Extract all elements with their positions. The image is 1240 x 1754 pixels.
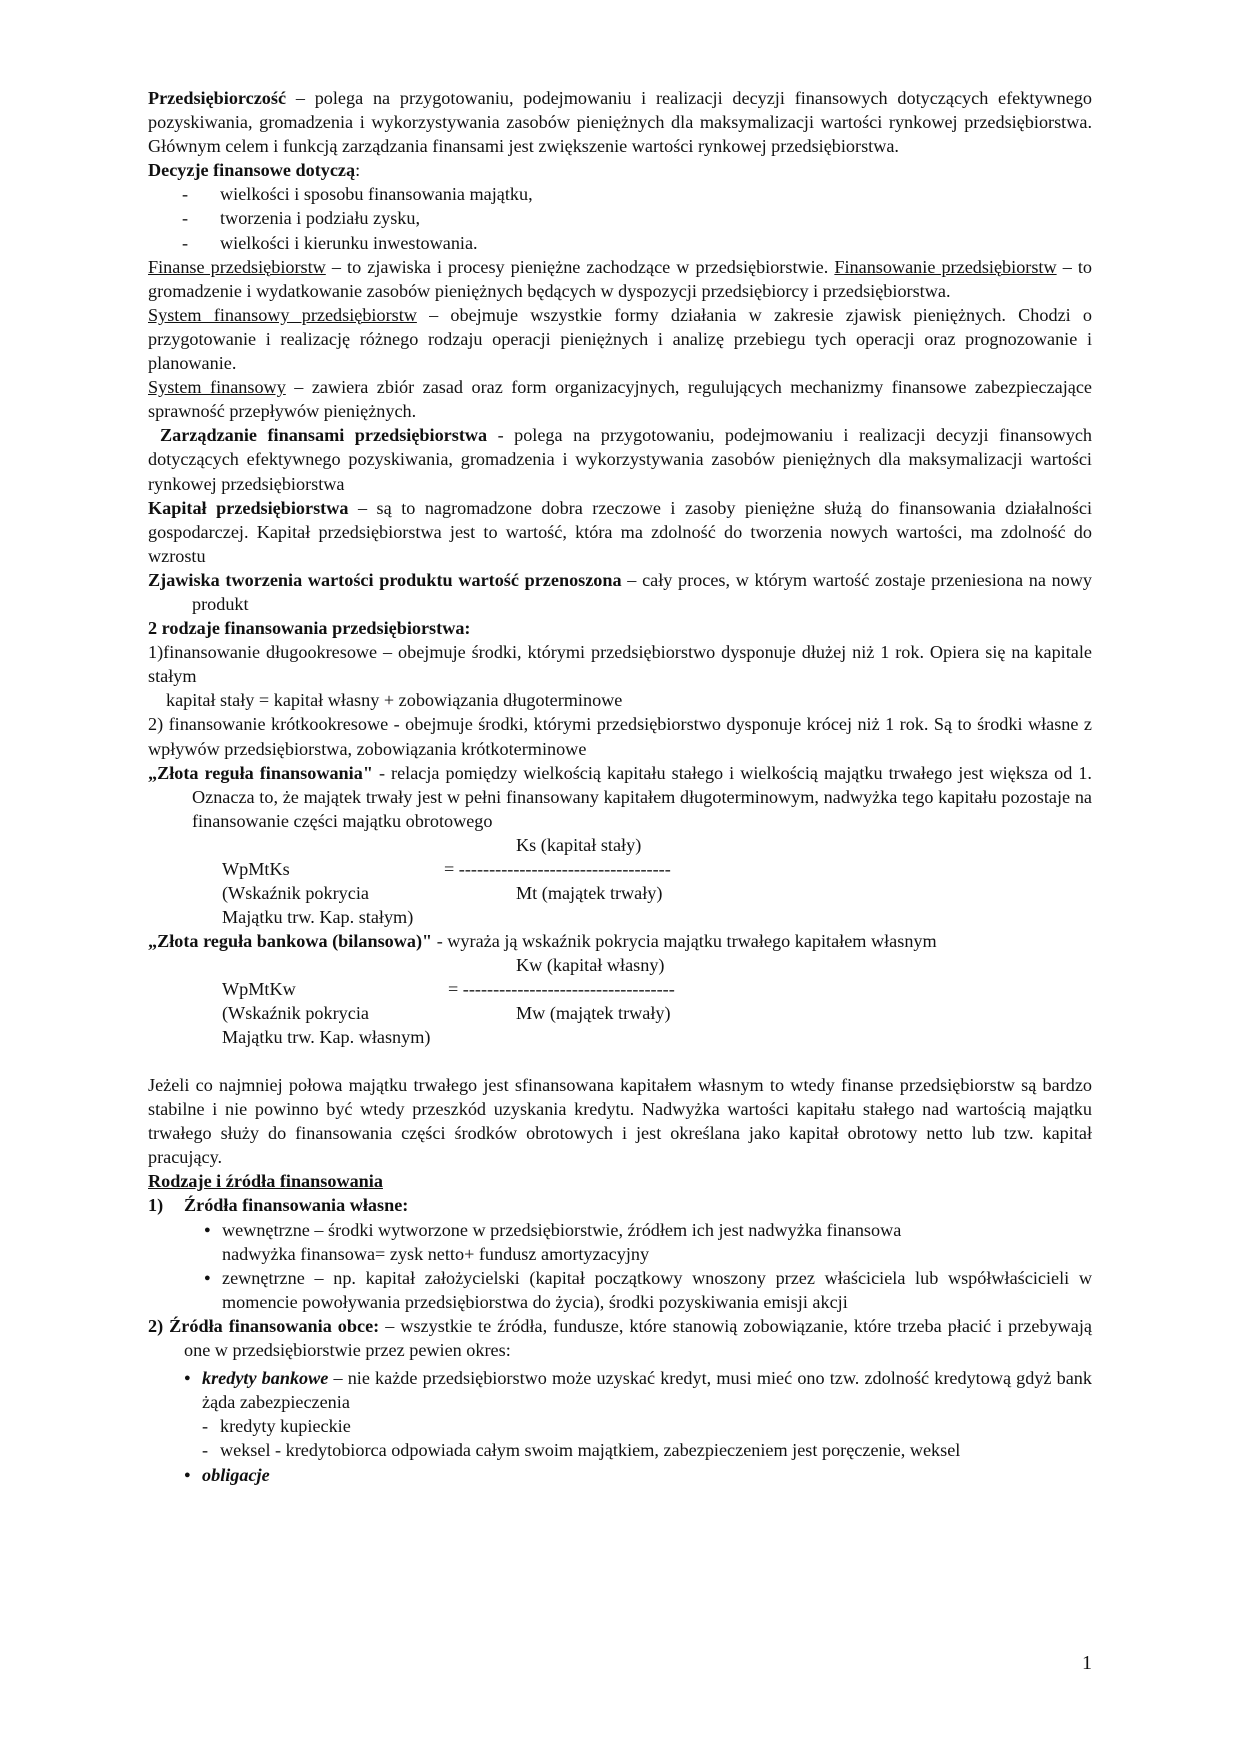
formula-numerator: Ks (kapitał stały) xyxy=(516,834,642,855)
term-zarzadzanie-finansami: Zarządzanie finansami przedsiębiorstwa xyxy=(160,425,488,446)
zrodla-heading: Rodzaje i źródła finansowania xyxy=(148,1171,383,1192)
definition-text: – polega na przygotowaniu, podejmowaniu i realizacji decyzji finansowych dotyczących efektywnego pozyskiwania, gromadzenia i wykorzystywania zasobów pieniężnych dla maksymalizacji wartości rynkowej przedsiębiorstwa. Głównym celem i funkcją zarządzania finansami jest zwiększenie wartości rynkowej przedsiębiorstwa. xyxy=(148,88,1092,157)
formula-denominator: Mw (majątek trwały) xyxy=(516,1003,671,1023)
term-obligacje: obligacje xyxy=(202,1464,270,1485)
list-item-kredyty xyxy=(148,1366,1092,1414)
definition-text: – są to nagromadzone dobra rzeczowe i zasoby pieniężne służą do finansowania działalności gospodarczej. Kapitał przedsiębiorstwa jest to wartość, która ma zdolność do tworzenia nowych wartości, ma zdolność do wzrostu xyxy=(148,497,1093,566)
formula-lhs: WpMtKw xyxy=(222,979,296,999)
definition-text: - relacja pomiędzy wielkością kapitału stałego i wielkością majątku trwałego jest większa od 1. Oznacza to, że majątek trwały jest w pełni finansowany kapitałem długoterminowym, nadwyżka tego kapitału pozostaje na finansowanie części majątku obrotowego xyxy=(192,762,1092,831)
list-item: - kredyty kupieckie xyxy=(148,1414,1092,1438)
definition-text: - polega na przygotowaniu, podejmowaniu i realizacji decyzji finansowych dotyczących efektywnego pozyskiwania, gromadzenia i wykorzystywania zasobów pieniężnych dla maksymalizacji wartości rynkowej przedsiębiorstwa xyxy=(148,425,1092,494)
term-kredyty-bankowe: kredyty bankowe xyxy=(202,1368,329,1389)
definition-text: – wszystkie te źródła, fundusze, które stanowią zobowiązanie, które trzeba płacić i przebywają one w przedsiębiorstwie przez pewien okres: xyxy=(184,1315,1092,1361)
term-system-finansowy-przedsiebiorstw: System finansowy przedsiębiorstw xyxy=(148,304,417,325)
term-finanse-przedsiebiorstw: Finanse przedsiębiorstw xyxy=(148,256,326,277)
paragraph-zarzadzanie xyxy=(148,423,1092,495)
paragraph-kapital xyxy=(148,496,1092,568)
paragraph-przedsiebiorczosc xyxy=(148,86,1092,158)
formula-lhs-description: (Wskaźnik pokrycia xyxy=(222,1003,369,1023)
formula-denominator: Mt (majątek trwały) xyxy=(516,882,663,903)
term-finansowanie-przedsiebiorstw: Finansowanie przedsiębiorstw xyxy=(834,256,1057,277)
formula-lhs-description: Majątku trw. Kap. stałym) xyxy=(222,906,414,927)
definition-text: – zawiera zbiór zasad oraz form organizacyjnych, regulujących mechanizmy finansowe zabezpieczające sprawność przepływów pieniężnych. xyxy=(148,377,1092,422)
paragraph-system-finansowy-przedsiebiorstw xyxy=(148,303,1092,375)
paragraph-stabilnosc: Jeżeli co najmniej połowa majątku trwałego jest sfinansowana kapitałem własnym to wtedy finanse przedsiębiorstw są bardzo stabilne i nie powinno być wtedy przeszkód uzyskania kredytu. Nadwyżka wartości kapitału stałego nad wartością majątku trwałego służy do finansowania części środków obrotowych i jest określana jako kapitał obrotowy netto lub tzw. kapitał pracujący. xyxy=(148,1075,1092,1168)
formula-lhs-description: (Wskaźnik pokrycia xyxy=(222,882,369,903)
finansowanie-krotkookresowe: 2) finansowanie krótkookresowe - obejmuje środki, którymi przedsiębiorstwo dysponuje krócej niż 1 rok. Są to środki własne z wpływów przedsiębiorstwa, zobowiązania krótkoterminowe xyxy=(148,714,1092,759)
formula-fraction-bar: = ----------------------------------- xyxy=(444,858,671,879)
list-item: - weksel - kredytobiorca odpowiada całym swoim majątkiem, zabezpieczeniem jest poręczenie, weksel xyxy=(148,1438,1092,1462)
zrodla-wlasne-heading: Źródła finansowania własne: xyxy=(184,1195,409,1216)
definition-text: – obejmuje wszystkie formy działania w zakresie zjawisk pieniężnych. Chodzi o przygotowanie i realizację różnego rodzaju operacji pieniężnych i analizę przebiegu tych operacji oraz prognozowanie i planowanie. xyxy=(148,304,1092,374)
paragraph-system-finansowy xyxy=(148,375,1092,423)
term-zlota-regula-finansowania: „Złota reguła finansowania" xyxy=(148,762,373,783)
term-przedsiebiorczosc: Przedsiębiorczość xyxy=(148,88,287,108)
list-item: - wielkości i kierunku inwestowania. xyxy=(148,231,1092,255)
zlota-regula-finansowania xyxy=(148,761,1092,833)
definition-text: – nie każde przedsiębiorstwo może uzyskać kredyt, musi mieć ono tzw. zdolność kredytową gdyż bank żąda zabezpieczenia xyxy=(202,1368,1092,1413)
formula-numerator: Kw (kapitał własny) xyxy=(516,955,665,975)
zrodla-wlasne-heading-line xyxy=(148,1193,1092,1217)
list-item-text: wewnętrzne – środki wytworzone w przedsiębiorstwie, źródłem ich jest nadwyżka finansowa xyxy=(222,1219,902,1240)
formula-nadwyzka: nadwyżka finansowa= zysk netto+ fundusz amortyzacyjny xyxy=(222,1243,650,1264)
decyzje-heading: Decyzje finansowe dotyczą xyxy=(148,160,356,181)
term-system-finansowy: System finansowy xyxy=(148,377,286,398)
formula-lhs-description: Majątku trw. Kap. własnym) xyxy=(222,1027,431,1047)
term-kapital-przedsiebiorstwa: Kapitał przedsiębiorstwa xyxy=(148,497,349,518)
decyzje-heading-line xyxy=(148,158,1092,182)
formula-wpmtkw xyxy=(148,953,1092,1049)
definition-text: - wyraża ją wskaźnik pokrycia majątku trwałego kapitałem własnym xyxy=(432,930,937,951)
formula-lhs: WpMtKs xyxy=(222,858,290,879)
list-item-zewnetrzne: ● zewnętrzne – np. kapitał założycielski (kapitał początkowy wnoszony przez właściciela lub współwłaścicieli w momencie powoływania przedsiębiorstwa do życia), środki pozyskiwania emisji akcji xyxy=(148,1266,1092,1314)
definition-text: – to zjawiska i procesy pieniężne zachodzące w przedsiębiorstwie. xyxy=(325,256,835,277)
zrodla-obce-line xyxy=(148,1314,1092,1362)
term-zlota-regula-bankowa: „Złota reguła bankowa (bilansowa)" xyxy=(148,930,433,951)
list-number: 1) xyxy=(148,1195,164,1216)
paragraph-zjawiska xyxy=(148,568,1092,616)
formula-fraction-bar: = ----------------------------------- xyxy=(448,979,675,999)
formula-kapital-staly: kapitał stały = kapitał własny + zobowiązania długoterminowe xyxy=(166,690,623,711)
list-item-obligacje xyxy=(148,1463,1092,1487)
blank-line xyxy=(148,1049,1092,1073)
list-item: - tworzenia i podziału zysku, xyxy=(148,206,1092,230)
finansowanie-dlugookresowe: 1)finansowanie długookresowe – obejmuje środki, którymi przedsiębiorstwo dysponuje dłużej niż 1 rok. Opiera się na kapitale stałym xyxy=(148,642,1092,687)
colon: : xyxy=(355,160,361,181)
paragraph-finanse xyxy=(148,255,1092,303)
formula-wpmtks xyxy=(148,833,1092,929)
document-page xyxy=(148,86,1092,1487)
decyzje-list xyxy=(148,182,1092,254)
list-item-wewnetrzne xyxy=(148,1218,1092,1266)
definition-text: – cały proces, w którym wartość zostaje przeniesiona na nowy produkt xyxy=(192,569,1092,614)
zlota-regula-bankowa xyxy=(148,929,1092,953)
zrodla-obce-heading: 2) Źródła finansowania obce: xyxy=(148,1315,380,1336)
term-zjawiska-tworzenia-wartosci: Zjawiska tworzenia wartości produktu wartość przenoszona xyxy=(148,569,622,590)
definition-text: – to gromadzenie i wydatkowanie zasobów pieniężnych będących w dyspozycji przedsiębiorcy i przedsiębiorstwa. xyxy=(148,256,1092,301)
rodzaje-heading: 2 rodzaje finansowania przedsiębiorstwa: xyxy=(148,618,471,639)
list-item: - wielkości i sposobu finansowania majątku, xyxy=(148,182,1092,206)
page-number: 1 xyxy=(1082,1652,1092,1674)
